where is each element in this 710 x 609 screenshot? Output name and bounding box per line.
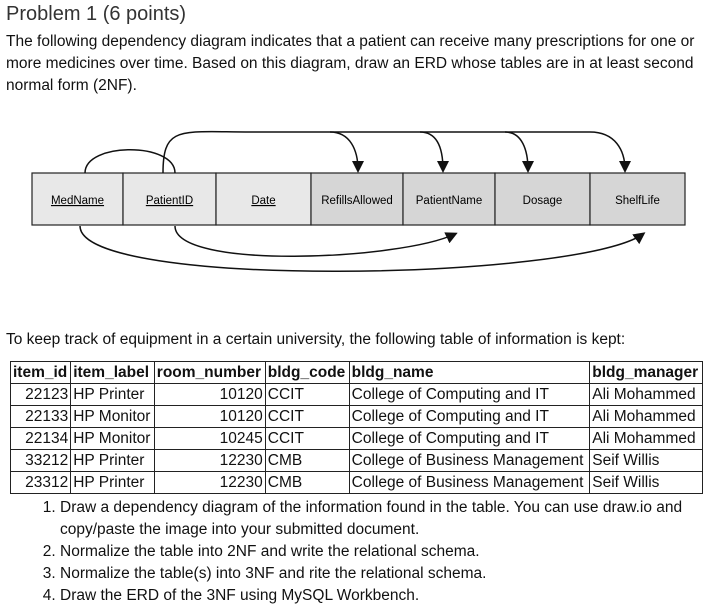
column-header: bldg_manager bbox=[590, 362, 703, 384]
table-cell: College of Business Management bbox=[349, 450, 590, 472]
dependency-arc bbox=[175, 226, 455, 256]
table-cell: HP Monitor bbox=[71, 406, 155, 428]
column-header: bldg_code bbox=[265, 362, 349, 384]
dependency-arc bbox=[163, 132, 358, 173]
table-cell: CMB bbox=[265, 450, 349, 472]
table-cell: 22123 bbox=[11, 384, 71, 406]
table-cell: CCIT bbox=[265, 384, 349, 406]
table-cell: College of Computing and IT bbox=[349, 406, 590, 428]
table-cell: CCIT bbox=[265, 406, 349, 428]
table-cell: HP Monitor bbox=[71, 428, 155, 450]
attribute-label: ShelfLife bbox=[615, 195, 660, 207]
dependency-arc bbox=[505, 132, 625, 170]
attribute-label: PatientID bbox=[145, 195, 194, 207]
table-cell: HP Printer bbox=[71, 384, 155, 406]
dependency-arc bbox=[80, 226, 643, 271]
table-row bbox=[11, 428, 703, 450]
problem-title: Problem 1 (6 points) bbox=[6, 3, 187, 25]
table-cell: Seif Willis bbox=[590, 472, 703, 494]
table-cell: 33212 bbox=[11, 450, 71, 472]
dependency-arc bbox=[420, 132, 528, 170]
task-list bbox=[10, 497, 700, 607]
attribute-label: Date bbox=[251, 195, 276, 207]
task-item: 4. Draw the ERD of the 3NF using MySQL Workbench. bbox=[60, 585, 700, 607]
table-cell: 12230 bbox=[154, 472, 265, 494]
table-intro: To keep track of equipment in a certain university, the following table of information is kept: bbox=[6, 331, 626, 348]
table-cell: College of Business Management bbox=[349, 472, 590, 494]
attribute-label: PatientName bbox=[415, 195, 483, 207]
table-cell: 22133 bbox=[11, 406, 71, 428]
task-item: 3. Normalize the table(s) into 3NF and rite the relational schema. bbox=[60, 563, 700, 585]
table-row bbox=[11, 384, 703, 406]
task-item: 1. Draw a dependency diagram of the information found in the table. You can use draw.io and copy/paste the image into your submitted document. bbox=[60, 497, 700, 541]
column-header: item_label bbox=[71, 362, 155, 384]
column-header: room_number bbox=[154, 362, 265, 384]
table-row bbox=[11, 472, 703, 494]
table-cell: CCIT bbox=[265, 428, 349, 450]
column-header: bldg_name bbox=[349, 362, 590, 384]
table-cell: 23312 bbox=[11, 472, 71, 494]
column-header: item_id bbox=[11, 362, 71, 384]
table-cell: 22134 bbox=[11, 428, 71, 450]
table-cell: 12230 bbox=[154, 450, 265, 472]
table-cell: HP Printer bbox=[71, 450, 155, 472]
table-cell: Ali Mohammed bbox=[590, 384, 703, 406]
table-row bbox=[11, 406, 703, 428]
table-cell: Ali Mohammed bbox=[590, 428, 703, 450]
table-cell: 10245 bbox=[154, 428, 265, 450]
table-cell: CMB bbox=[265, 472, 349, 494]
table-cell: 10120 bbox=[154, 384, 265, 406]
table-cell: Ali Mohammed bbox=[590, 406, 703, 428]
table-cell: HP Printer bbox=[71, 472, 155, 494]
dependency-diagram bbox=[0, 120, 710, 280]
table-cell: 10120 bbox=[154, 406, 265, 428]
equipment-table bbox=[10, 361, 703, 494]
task-item: 2. Normalize the table into 2NF and write the relational schema. bbox=[60, 541, 700, 563]
attribute-label: Dosage bbox=[522, 195, 563, 207]
dependency-arc bbox=[85, 150, 175, 173]
table-cell: College of Computing and IT bbox=[349, 384, 590, 406]
attribute-label: RefillsAllowed bbox=[321, 195, 393, 207]
table-row bbox=[11, 450, 703, 472]
table-cell: College of Computing and IT bbox=[349, 428, 590, 450]
table-cell: Seif Willis bbox=[590, 450, 703, 472]
problem-intro: The following dependency diagram indicates that a patient can receive many prescriptions for one or more medicines over time. Based on this diagram, draw an ERD whose tables are in at least second normal form (2NF). bbox=[6, 33, 695, 94]
attribute-label: MedName bbox=[50, 195, 105, 207]
